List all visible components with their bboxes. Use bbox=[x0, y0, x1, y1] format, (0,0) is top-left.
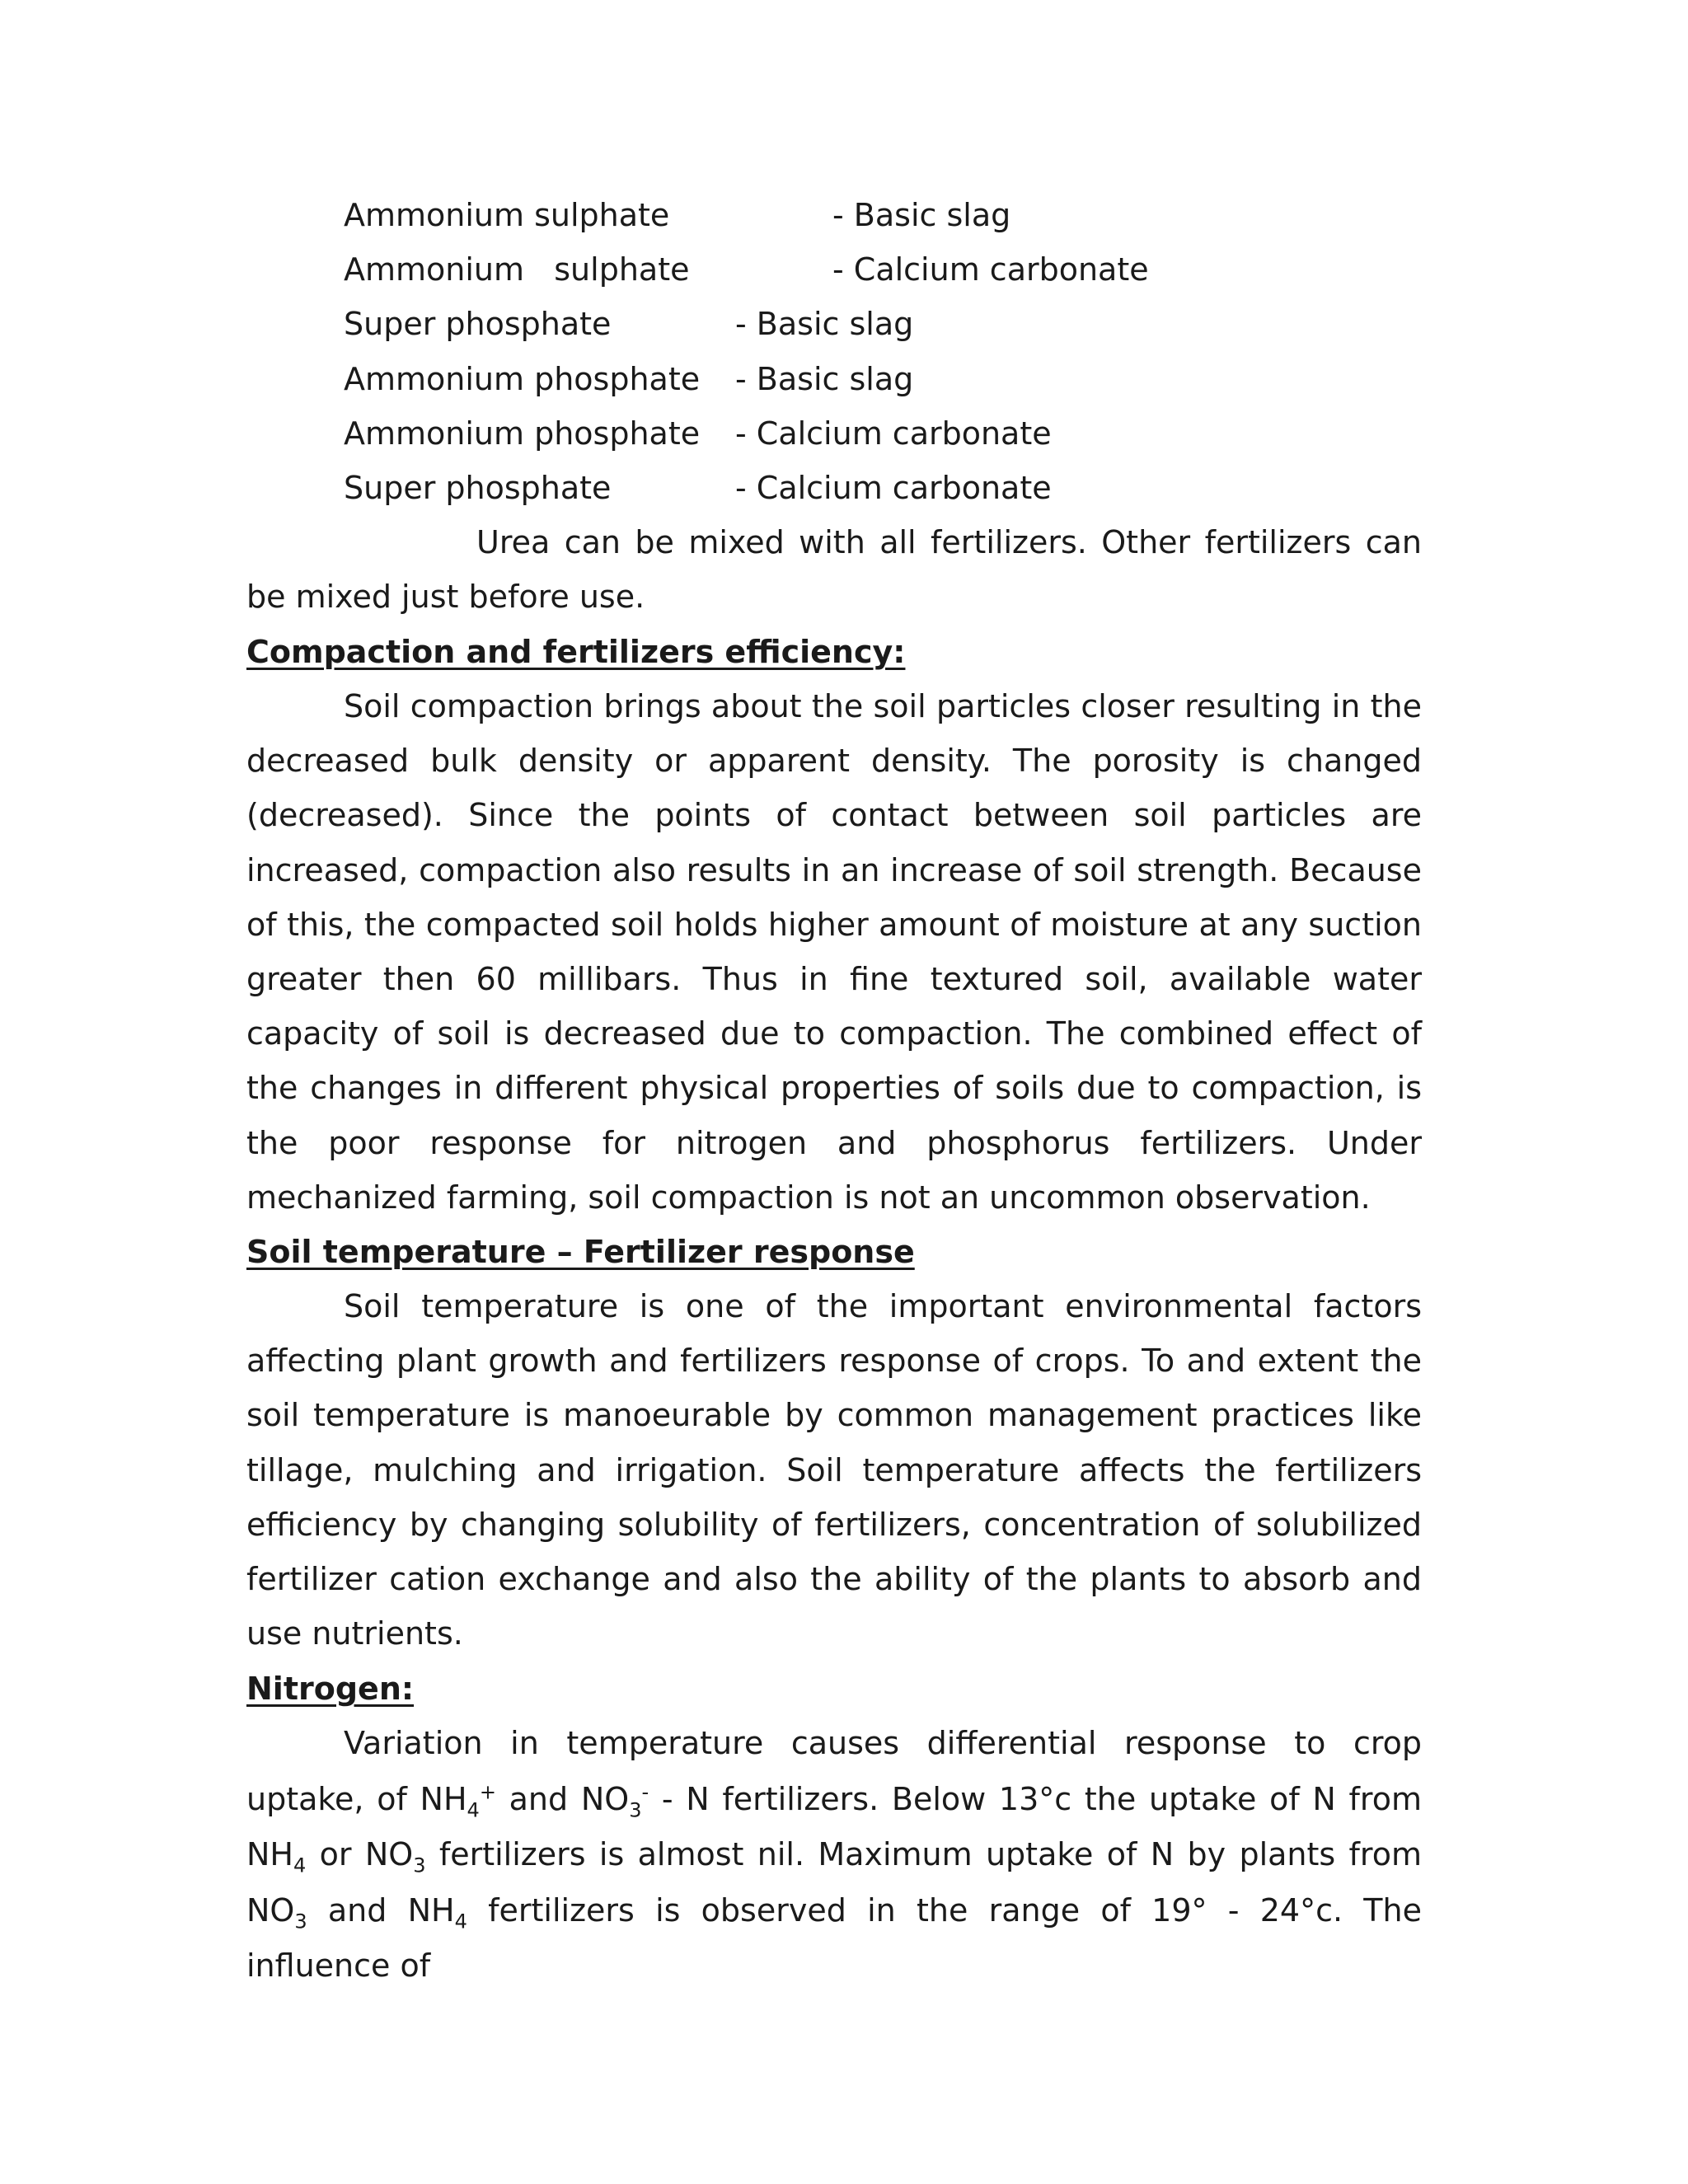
subscript: 3 bbox=[294, 1910, 307, 1933]
subscript: 3 bbox=[629, 1798, 642, 1822]
mixture-left: Super phosphate bbox=[344, 470, 612, 506]
nitrogen-text bbox=[246, 1716, 1422, 1994]
mixture-left: Ammonium phosphate bbox=[344, 361, 701, 397]
compaction-text: Soil compaction brings about the soil particles closer resulting in the decreased bulk density or apparent density. The porosity is changed (decreased). Since the points of contact between soil particles are increased, compaction also results in an increase of soil strength. Because of this, the compacted soil holds higher amount of moisture at any suction greater then 60 millibars. Thus in fine textured soil, available water capacity of soil is decreased due to compaction. The combined effect of the changes in different physical properties of soils due to compaction, is the poor response for nitrogen and phosphorus fertilizers. Under mechanized farming, soil compaction is not an uncommon observation. bbox=[246, 688, 1422, 1216]
mixture-right: - Calcium carbonate bbox=[735, 470, 1052, 506]
urea-note bbox=[246, 515, 1422, 624]
section-heading-nitrogen: Nitrogen: bbox=[246, 1671, 415, 1707]
mixture-right: - Basic slag bbox=[832, 197, 1011, 233]
nitrogen-text-part: fertilizers is observed in the range of 19° - 24°c. The influence of bbox=[246, 1891, 1422, 1984]
subscript: 3 bbox=[413, 1854, 426, 1877]
mixture-right: - Basic slag bbox=[735, 306, 914, 342]
nitrogen-paragraph bbox=[246, 1716, 1422, 1994]
mixture-right: - Calcium carbonate bbox=[735, 415, 1052, 452]
nitrogen-text-part: and NH bbox=[307, 1891, 455, 1929]
compaction-paragraph bbox=[246, 679, 1422, 1225]
temperature-text: Soil temperature is one of the important environmental factors affecting plant growth and fertilizers response of crops. To and extent the soil temperature is manoeurable by common management practices like tillage, mulching and irrigation. Soil temperature affects the fertilizers efficiency by changing solubility of fertilizers, concentration of solubilized fertilizer cation exchange and also the ability of the plants to absorb and use nutrients. bbox=[246, 1288, 1422, 1652]
subscript: 4 bbox=[293, 1854, 307, 1877]
superscript: - bbox=[641, 1779, 649, 1803]
nitrogen-text-part: and NO bbox=[495, 1780, 630, 1817]
mixture-left: Ammonium sulphate bbox=[344, 251, 690, 288]
mixture-left: Ammonium sulphate bbox=[344, 197, 670, 233]
superscript: + bbox=[479, 1779, 496, 1803]
urea-note-text: Urea can be mixed with all fertilizers. Other fertilizers can be mixed just before use. bbox=[246, 524, 1422, 616]
nitrogen-text-part: - N fertilizers. Below 13°c the uptake of N from NH bbox=[246, 1780, 1422, 1872]
mixture-right: - Basic slag bbox=[735, 361, 914, 397]
nitrogen-text-part: fertilizers is almost nil. Maximum uptake of N by plants from NO bbox=[246, 1836, 1422, 1929]
temperature-paragraph bbox=[246, 1279, 1422, 1661]
mixture-left: Ammonium phosphate bbox=[344, 415, 701, 452]
mixture-right: - Calcium carbonate bbox=[832, 251, 1149, 288]
nitrogen-text-part: Variation in temperature causes differential response to crop uptake, of NH bbox=[246, 1725, 1422, 1817]
subscript: 4 bbox=[454, 1910, 467, 1933]
nitrogen-text-part: or NO bbox=[306, 1836, 414, 1872]
mixture-left: Super phosphate bbox=[344, 306, 612, 342]
section-heading-compaction: Compaction and fertilizers efficiency: bbox=[246, 634, 906, 670]
section-heading-temperature: Soil temperature – Fertilizer response bbox=[246, 1234, 915, 1270]
subscript: 4 bbox=[467, 1798, 480, 1822]
